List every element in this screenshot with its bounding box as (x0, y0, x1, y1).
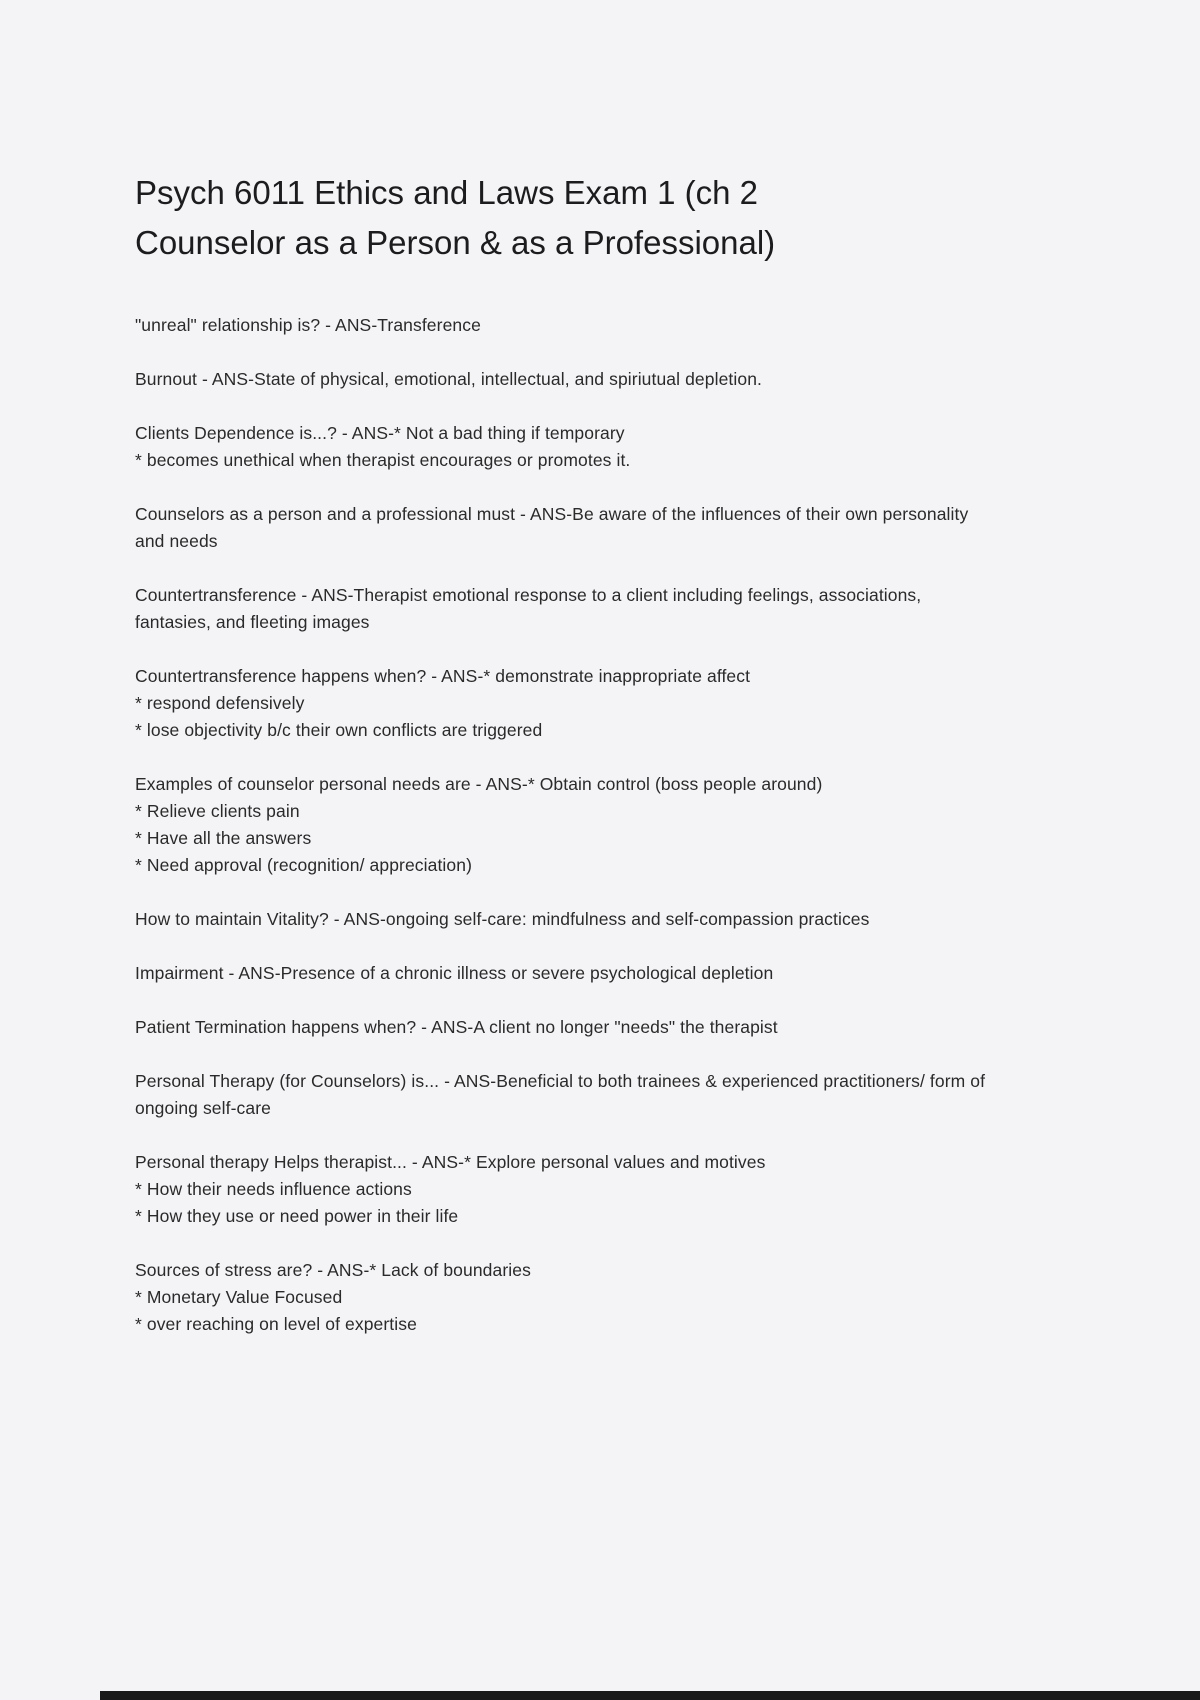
qa-line: Countertransference - ANS-Therapist emotional response to a client including feelings, associations, fantasies, and fleeting images (135, 585, 922, 632)
qa-item (135, 1257, 1000, 1338)
page-title-line-1: Psych 6011 Ethics and Laws Exam 1 (ch 2 (135, 174, 759, 211)
qa-list (135, 312, 1000, 1338)
qa-line: Personal Therapy (for Counselors) is... - ANS-Beneficial to both trainees & experienced practitioners/ form of ongoing self-care (135, 1071, 986, 1118)
qa-line: Countertransference happens when? - ANS-* demonstrate inappropriate affect (135, 666, 751, 686)
page-title-line-2: Counselor as a Person & as a Professional) (135, 224, 776, 261)
qa-item (135, 582, 1000, 636)
qa-line: * over reaching on level of expertise (135, 1314, 417, 1334)
qa-line: Patient Termination happens when? - ANS-A client no longer "needs" the therapist (135, 1017, 778, 1037)
qa-line: * Need approval (recognition/ appreciation) (135, 855, 472, 875)
qa-line: Examples of counselor personal needs are - ANS-* Obtain control (boss people around) (135, 774, 823, 794)
qa-line: "unreal" relationship is? - ANS-Transference (135, 315, 481, 335)
page-title (135, 168, 1000, 268)
qa-line: Burnout - ANS-State of physical, emotional, intellectual, and spiriutual depletion. (135, 369, 762, 389)
qa-item (135, 1014, 1000, 1041)
qa-line: Personal therapy Helps therapist... - ANS-* Explore personal values and motives (135, 1152, 766, 1172)
qa-line: * respond defensively (135, 693, 305, 713)
qa-item (135, 771, 1000, 879)
qa-line: * Relieve clients pain (135, 801, 300, 821)
qa-item (135, 501, 1000, 555)
qa-line: Clients Dependence is...? - ANS-* Not a bad thing if temporary (135, 423, 625, 443)
qa-item (135, 960, 1000, 987)
qa-line: * Monetary Value Focused (135, 1287, 343, 1307)
qa-line: * lose objectivity b/c their own conflicts are triggered (135, 720, 543, 740)
qa-item (135, 1149, 1000, 1230)
qa-line: Impairment - ANS-Presence of a chronic illness or severe psychological depletion (135, 963, 774, 983)
qa-line: * Have all the answers (135, 828, 312, 848)
qa-item (135, 366, 1000, 393)
qa-line: How to maintain Vitality? - ANS-ongoing self-care: mindfulness and self-compassion practices (135, 909, 870, 929)
qa-item (135, 312, 1000, 339)
qa-item (135, 1068, 1000, 1122)
qa-item (135, 663, 1000, 744)
qa-line: * becomes unethical when therapist encourages or promotes it. (135, 450, 631, 470)
qa-line: * How they use or need power in their life (135, 1206, 459, 1226)
qa-line: Counselors as a person and a professional must - ANS-Be aware of the influences of their own personality and needs (135, 504, 969, 551)
next-page-edge (100, 1691, 1200, 1700)
qa-item (135, 906, 1000, 933)
qa-line: * How their needs influence actions (135, 1179, 412, 1199)
qa-line: Sources of stress are? - ANS-* Lack of boundaries (135, 1260, 531, 1280)
qa-item (135, 420, 1000, 474)
